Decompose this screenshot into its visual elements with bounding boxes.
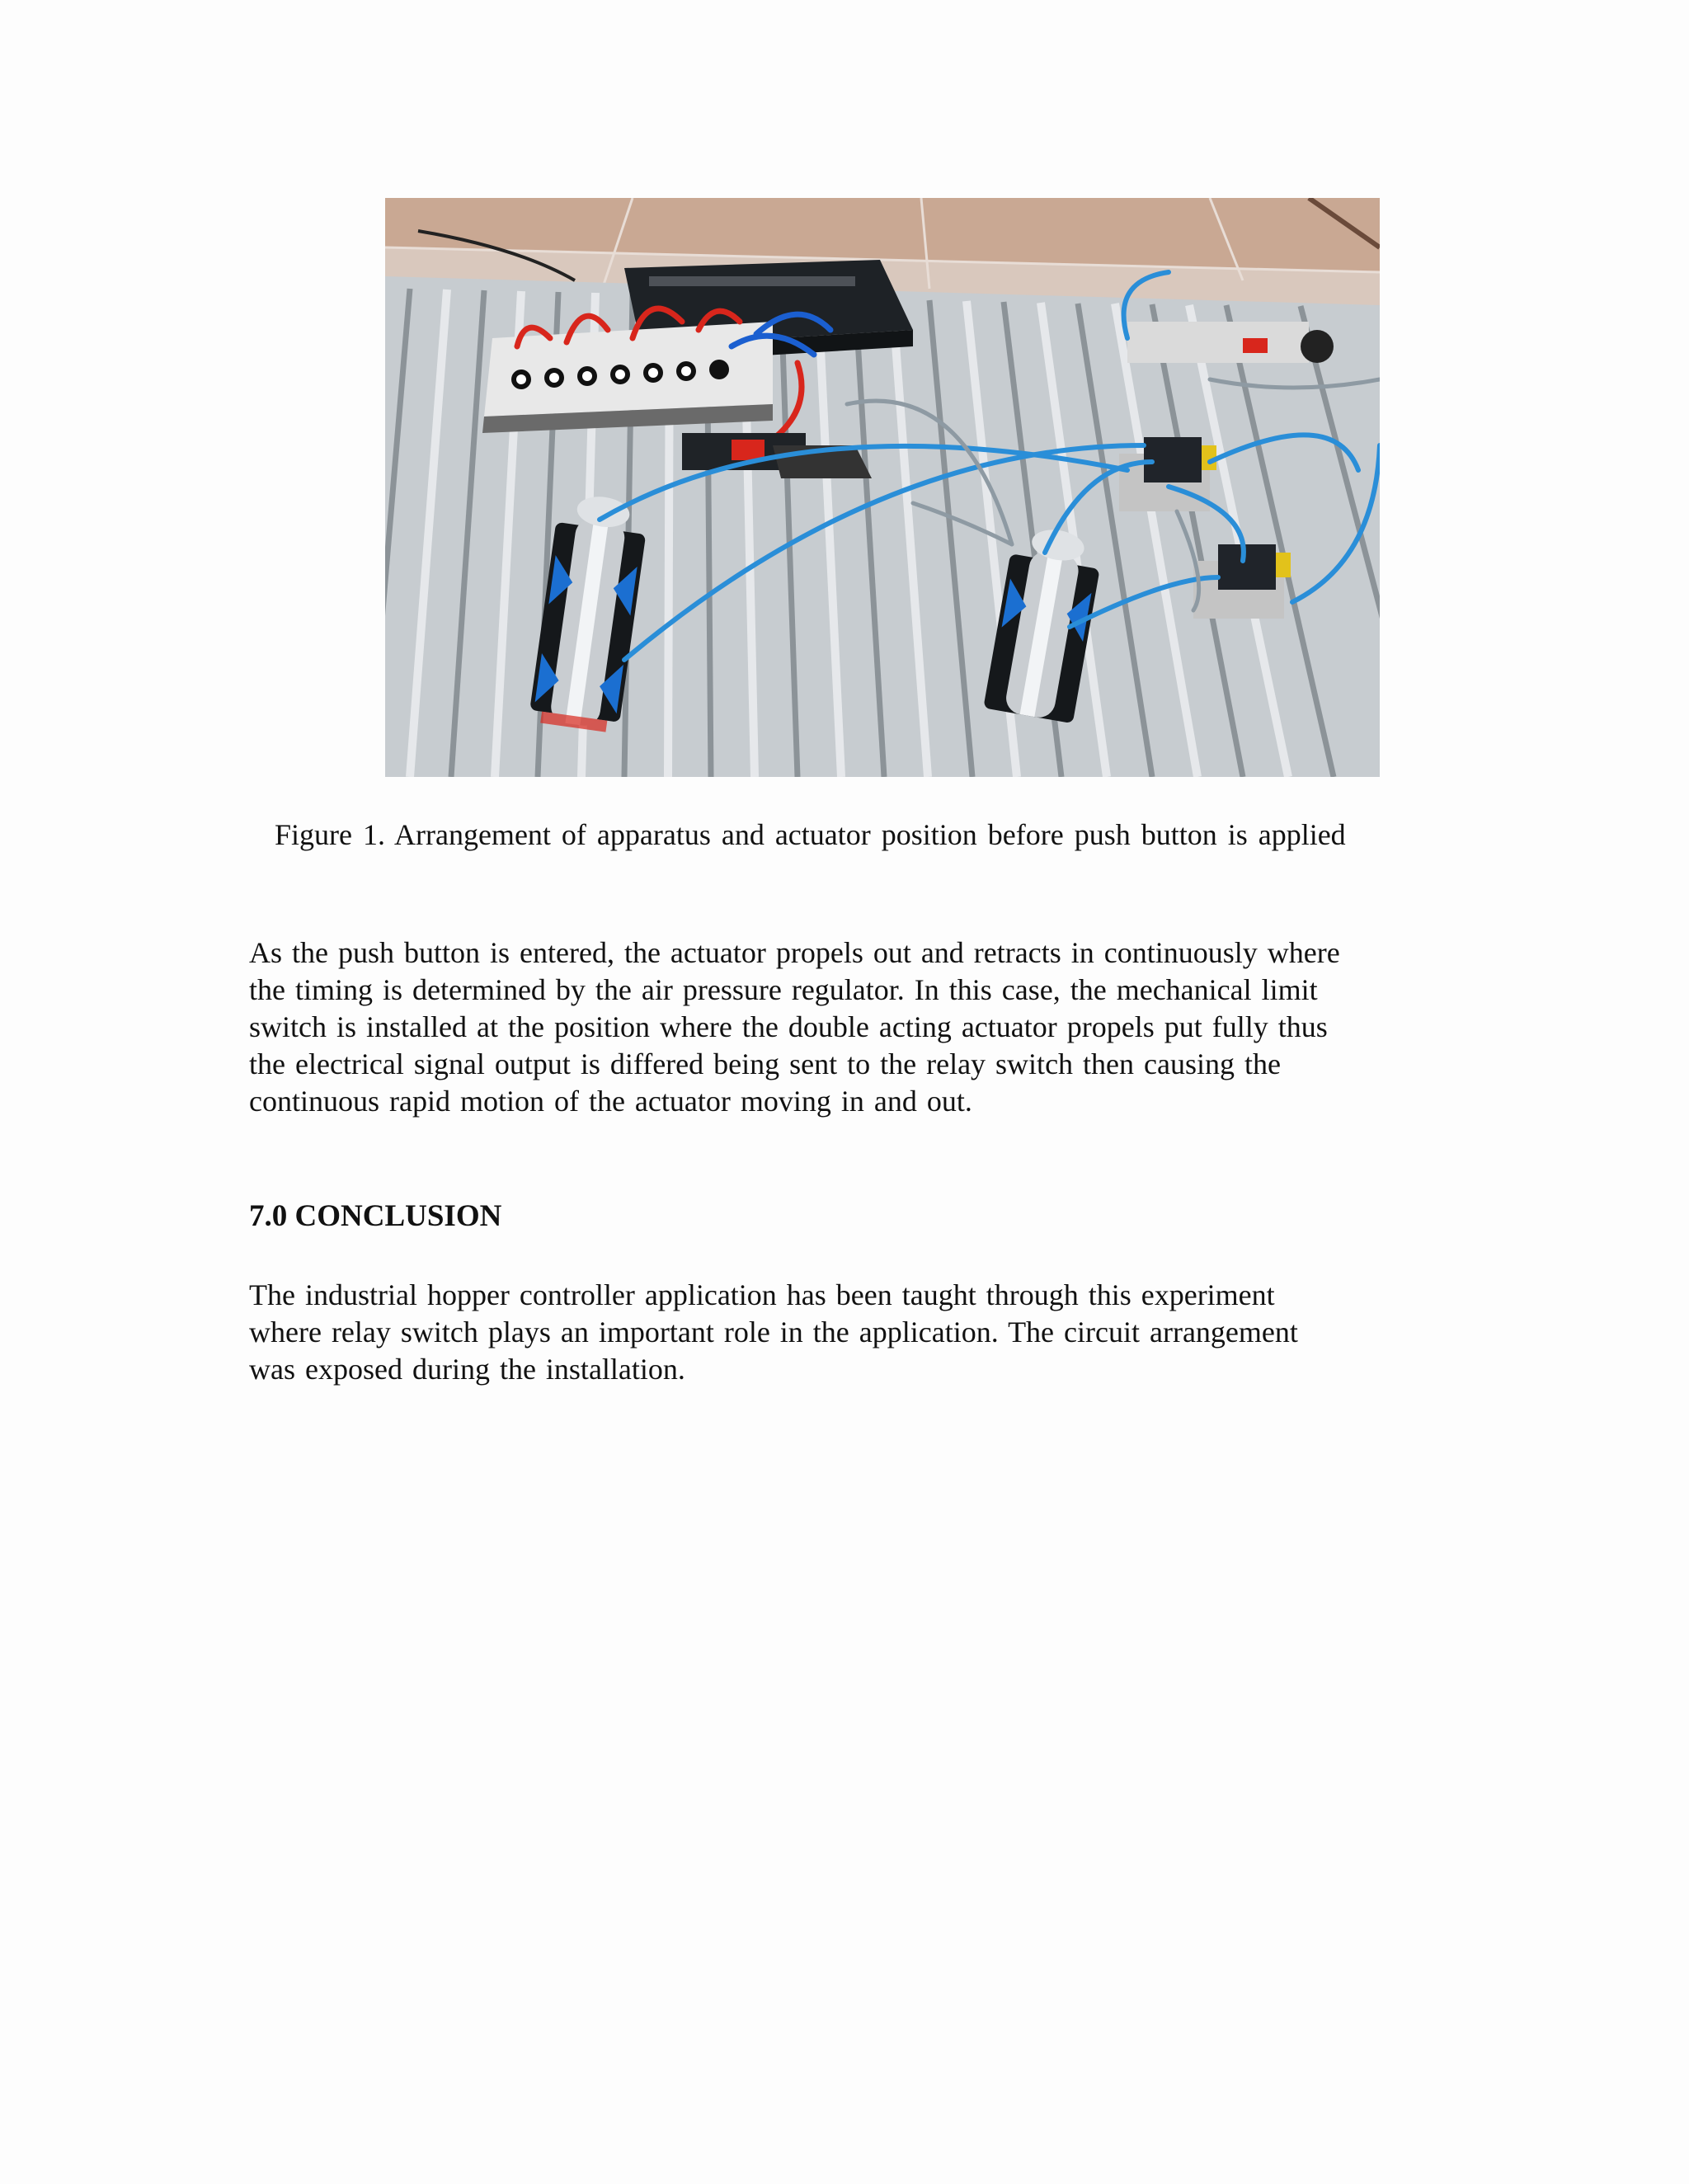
- section-heading-conclusion: 7.0 CONCLUSION: [249, 1199, 502, 1233]
- text-line: was exposed during the installation.: [249, 1353, 685, 1386]
- text-line: switch is installed at the position where the double acting actuator propels put fully thus: [249, 1010, 1328, 1043]
- text-line: where relay switch plays an important role in the application. The circuit arrangement: [249, 1316, 1298, 1349]
- paragraph-actuator-motion: [249, 934, 1453, 1120]
- text-line: the timing is determined by the air pressure regulator. In this case, the mechanical limit: [249, 973, 1318, 1006]
- figure-caption: Figure 1. Arrangement of apparatus and actuator position before push button is applied: [275, 818, 1346, 851]
- apparatus-photo: [385, 198, 1380, 777]
- text-line: As the push button is entered, the actuator propels out and retracts in continuously where: [249, 936, 1340, 969]
- text-line: continuous rapid motion of the actuator moving in and out.: [249, 1085, 972, 1118]
- paragraph-conclusion: [249, 1277, 1453, 1388]
- text-line: The industrial hopper controller application has been taught through this experiment: [249, 1278, 1275, 1311]
- text-line: the electrical signal output is differed being sent to the relay switch then causing the: [249, 1047, 1281, 1080]
